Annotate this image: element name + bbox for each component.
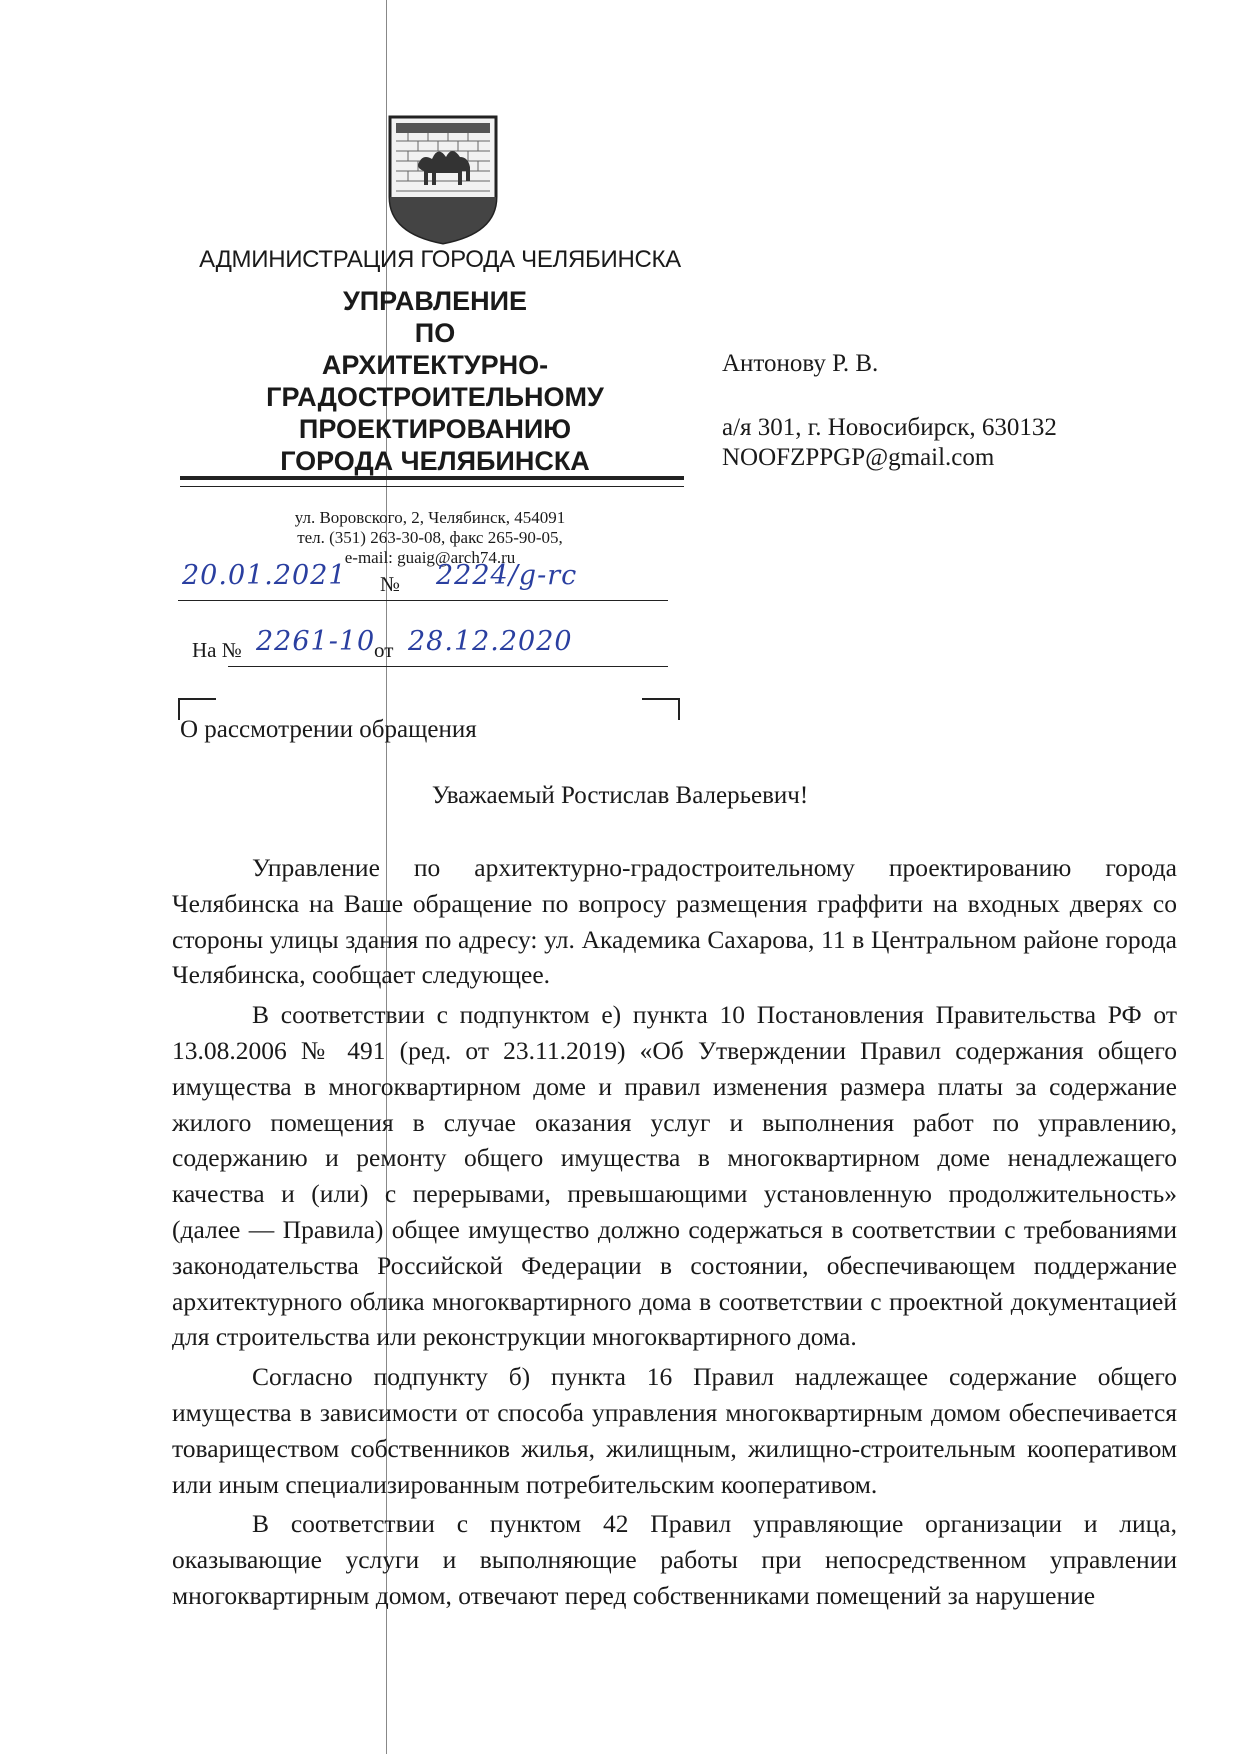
phone-line: тел. (351) 263-30-08, факс 265-90-05, (297, 528, 563, 547)
body-paragraph: Управление по архитектурно-градостроительному проектированию города Челябинска на Ваше обращение по вопросу размещения граффити на входных дверях со стороны улицы здания по адресу: ул. Академика Сахарова, 11 в Центральном районе города Челябинска, сообщает следующее. (172, 853, 1177, 990)
body-paragraph: Согласно подпункту б) пункта 16 Правил надлежащее содержание общего имущества в зависимости от способа управления многоквартирным домом обеспечивается товариществом собственников жилья, жилищным, жилищно-строительным кооперативом или иным специализированным потребительским кооперативом. (172, 1362, 1177, 1499)
body-paragraph: В соответствии с подпунктом е) пункта 10 Постановления Правительства РФ от 13.08.2006 № 491 (ред. от 23.11.2019) «Об Утверждении Правил содержания общего имущества в многоквартирном доме и правил изменения размера платы за содержание жилого помещения в случае оказания услуг и выполнения работ по управлению, содержанию и ремонту общего имущества в многоквартирном доме ненадлежащего качества и (или) с перерывами, превышающими установленную продолжительность» (далее — Правила) общее имущество должно содержаться в соответствии с требованиями законодательства Российской Федерации в состоянии, обеспечивающем поддержание архитектурного облика многоквартирного дома в соответствии с проектной документацией для строительства или реконструкции многоквартирного дома. (172, 1000, 1177, 1352)
chelyabinsk-coat-of-arms-icon (388, 115, 498, 245)
header-divider-thin (180, 486, 684, 487)
number-label: № (380, 572, 401, 596)
department-line: УПРАВЛЕНИЕ (342, 286, 528, 316)
header-divider-thick (180, 476, 684, 480)
recipient-email: NOOFZPPGP@gmail.com (722, 444, 995, 471)
reply-reference-line (178, 626, 668, 668)
administration-title: АДМИНИСТРАЦИЯ ГОРОДА ЧЕЛЯБИНСКА (199, 246, 681, 273)
department-line: ГРАДОСТРОИТЕЛЬНОМУ (266, 382, 604, 412)
registration-underline (178, 600, 668, 601)
department-line: АРХИТЕКТУРНО- (321, 350, 549, 380)
department-line: ПРОЕКТИРОВАНИЮ (298, 414, 572, 444)
greeting: Уважаемый Ростислав Валерьевич! (431, 782, 809, 809)
letter-body (172, 850, 1177, 1618)
subject-corner-right (642, 698, 680, 720)
reply-number: 2261-10 (256, 626, 376, 657)
reply-date: 28.12.2020 (408, 626, 573, 657)
department-line: ПО (414, 318, 456, 348)
registration-line (178, 560, 668, 602)
address-line: ул. Воровского, 2, Челябинск, 454091 (294, 508, 566, 527)
reply-prefix: На № (192, 638, 242, 662)
contacts-block (200, 508, 660, 568)
reply-underline (228, 666, 668, 667)
department-line: ГОРОДА ЧЕЛЯБИНСКА (280, 446, 590, 476)
reply-from-label: от (374, 638, 394, 662)
registration-date: 20.01.2021 (182, 560, 347, 591)
subject-line: О рассмотрении обращения (180, 716, 477, 743)
email-line: e-mail: guaig@arch74.ru (344, 548, 516, 567)
recipient-name: Антонову Р. В. (722, 350, 879, 377)
department-name (215, 285, 655, 477)
registration-number: 2224/g-rc (436, 560, 578, 591)
recipient-address: а/я 301, г. Новосибирск, 630132 (722, 414, 1057, 441)
body-paragraph: В соответствии с пунктом 42 Правил управляющие организации и лица, оказывающие услуги и выполняющие работы при непосредственном управлении многоквартирным домом, отвечают перед собственниками помещений за нарушение (172, 1509, 1177, 1610)
